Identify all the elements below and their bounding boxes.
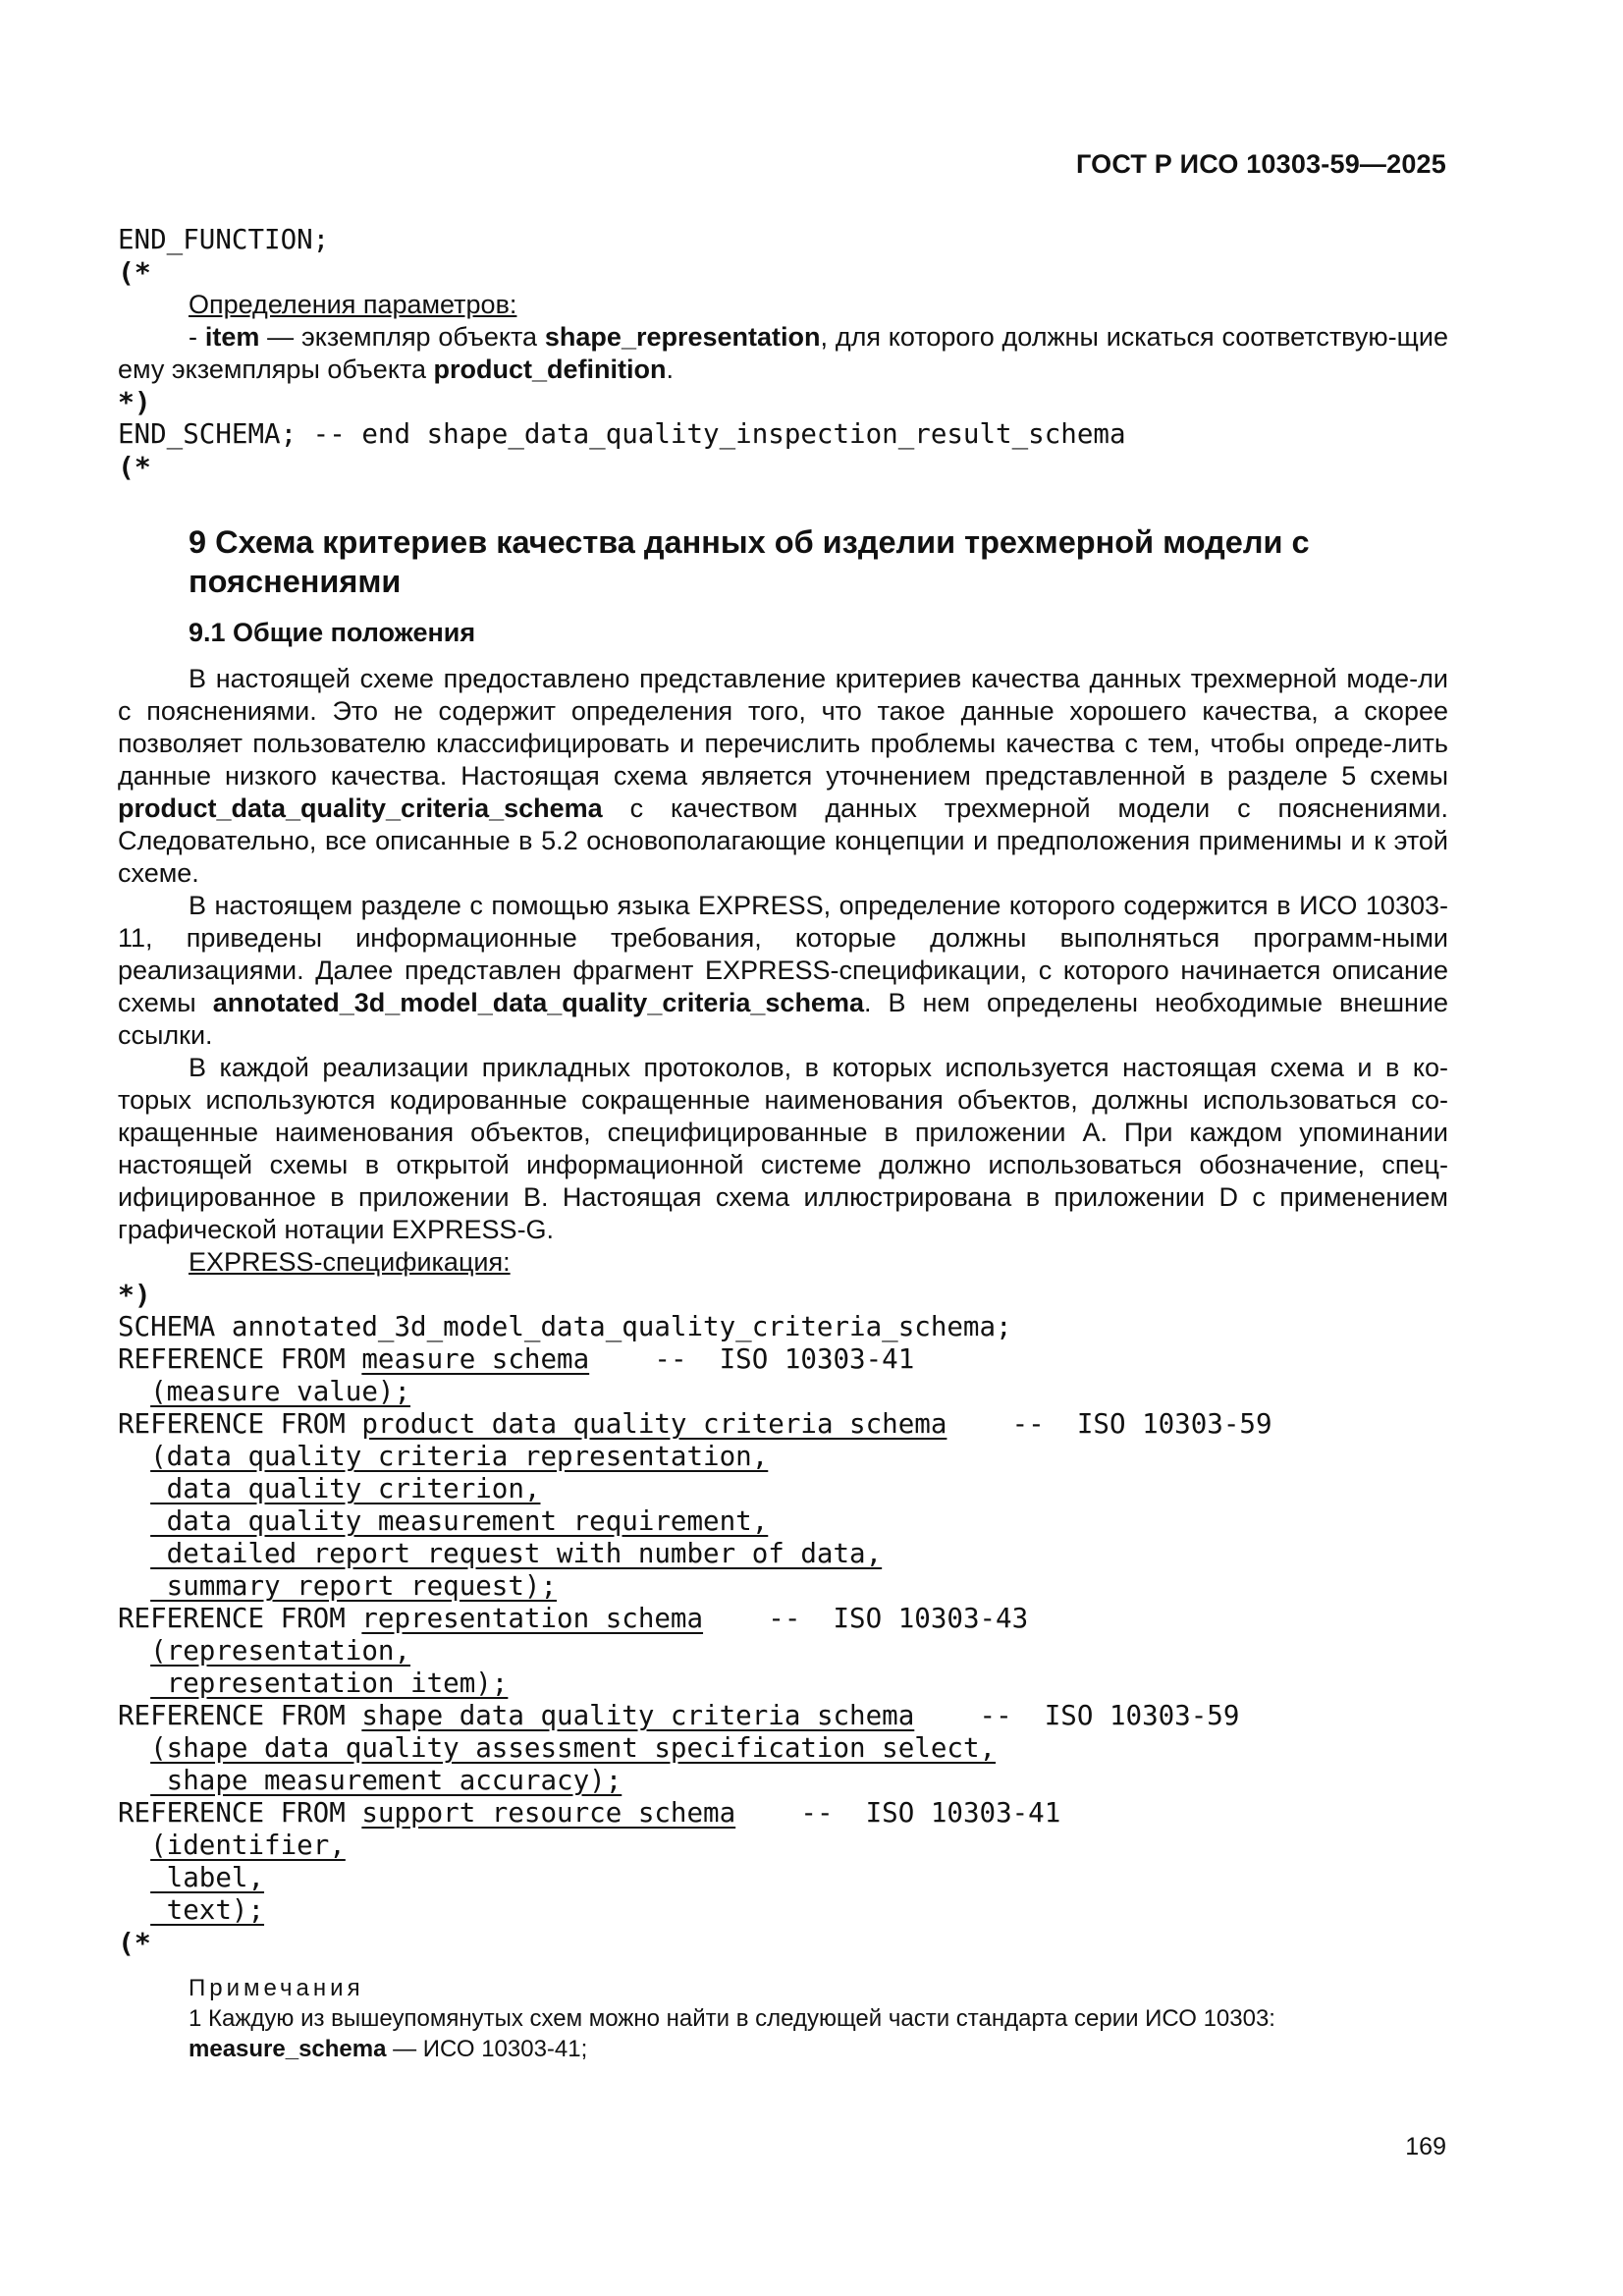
note-line: measure_schema — ИСО 10303-41; (189, 2036, 588, 2062)
reference-item: summary_report_request); (150, 1570, 558, 1602)
body-paragraph: В настоящей схеме предоставлено представление критериев качества данных трехмерной моде-ли с пояснениями. Это не содержит определения того, что такое данные хорошего качества, а скорее позволяет пользователю классифицировать и перечислить проблемы качества с тем, чтобы опреде-лить данные низкого качества. Настоящая схема является уточнением представленной в разделе 5 схемы product_data_quality_criteria_schema с качеством данных трехмерной модели с пояснениями. Следовательно, все описанные в 5.2 основополагающие концепции и предположения применимы и к этой схеме. (118, 664, 1448, 888)
reference-item: representation_item); (150, 1667, 509, 1699)
comment-open: (* (118, 256, 151, 289)
reference-item: text); (150, 1894, 265, 1926)
page-number: 169 (1405, 2133, 1446, 2160)
notes-title: Примечания (189, 1975, 364, 2001)
reference-item: shape_measurement_accuracy); (150, 1765, 622, 1796)
reference-line: REFERENCE FROM shape_data_quality_criteria_schema -- ISO 10303-59 (118, 1700, 1240, 1731)
comment-open: (* (118, 451, 151, 483)
reference-item: (representation, (150, 1635, 411, 1667)
reference-item: data_quality_criterion, (150, 1473, 541, 1504)
comment-close: *) (118, 386, 151, 418)
reference-item: label, (150, 1862, 265, 1893)
page-content (118, 224, 1448, 2064)
reference-line: REFERENCE FROM measure_schema -- ISO 10303-41 (118, 1343, 915, 1375)
params-title: Определения параметров: (189, 290, 517, 319)
reference-line: REFERENCE FROM support_resource_schema -- ISO 10303-41 (118, 1797, 1061, 1829)
schema-declaration: SCHEMA annotated_3d_model_data_quality_criteria_schema; (118, 1311, 1012, 1342)
reference-item: data_quality_measurement_requirement, (150, 1505, 769, 1537)
comment-open: (* (118, 1927, 151, 1959)
comment-close: *) (118, 1279, 151, 1311)
body-paragraph: В каждой реализации прикладных протоколов, в которых используется настоящая схема и в ко-торых используются кодированные сокращенные наименования объектов, должны использоваться со-кращенные наименования объектов, специфицированные в приложении А. При каждом упоминании настоящей схемы в открытой информационной системе должно использоваться обозначение, спец-ифицированное в приложении В. Настоящая схема иллюстрирована в приложении D с применением графической нотации EXPRESS-G. (118, 1053, 1448, 1244)
subsection-title: 9.1 Общие положения (189, 618, 476, 647)
section-title: 9 Схема критериев качества данных об изделии трехмерной модели с пояснениями (189, 524, 1310, 599)
reference-line: REFERENCE FROM product_data_quality_criteria_schema -- ISO 10303-59 (118, 1408, 1272, 1440)
end-function-line: END_FUNCTION; (118, 224, 330, 255)
end-schema-line: END_SCHEMA; -- end shape_data_quality_inspection_result_schema (118, 418, 1126, 450)
reference-item: (identifier, (150, 1830, 346, 1861)
reference-item: detailed_report_request_with_number_of_data, (150, 1538, 883, 1569)
body-paragraph: В настоящем разделе с помощью языка EXPRESS, определение которого содержится в ИСО 10303-11, приведены информационные требования, которые должны выполняться программ-ными реализациями. Далее представлен фрагмент EXPRESS-спецификации, с которого начинается описание схемы annotated_3d_model_data_quality_criteria_schema. В нем определены необходимые внешние ссылки. (118, 891, 1448, 1050)
param-item-definition: - item — экземпляр объекта shape_representation, для которого должны искаться соответствую-щие ему экземпляры объекта product_definition. (118, 322, 1448, 384)
notes-block (118, 1973, 1448, 2064)
note-line: 1 Каждую из вышеупомянутых схем можно найти в следующей части стандарта серии ИСО 10303: (189, 2005, 1275, 2032)
reference-line: REFERENCE FROM representation_schema -- ISO 10303-43 (118, 1603, 1029, 1634)
reference-item: (shape_data_quality_assessment_specification_select, (150, 1732, 997, 1764)
reference-item: (data_quality_criteria_representation, (150, 1441, 769, 1472)
express-spec-label: EXPRESS-спецификация: (189, 1247, 511, 1277)
reference-item: (measure_value); (150, 1376, 411, 1407)
document-header: ГОСТ Р ИСО 10303-59—2025 (1076, 149, 1446, 179)
